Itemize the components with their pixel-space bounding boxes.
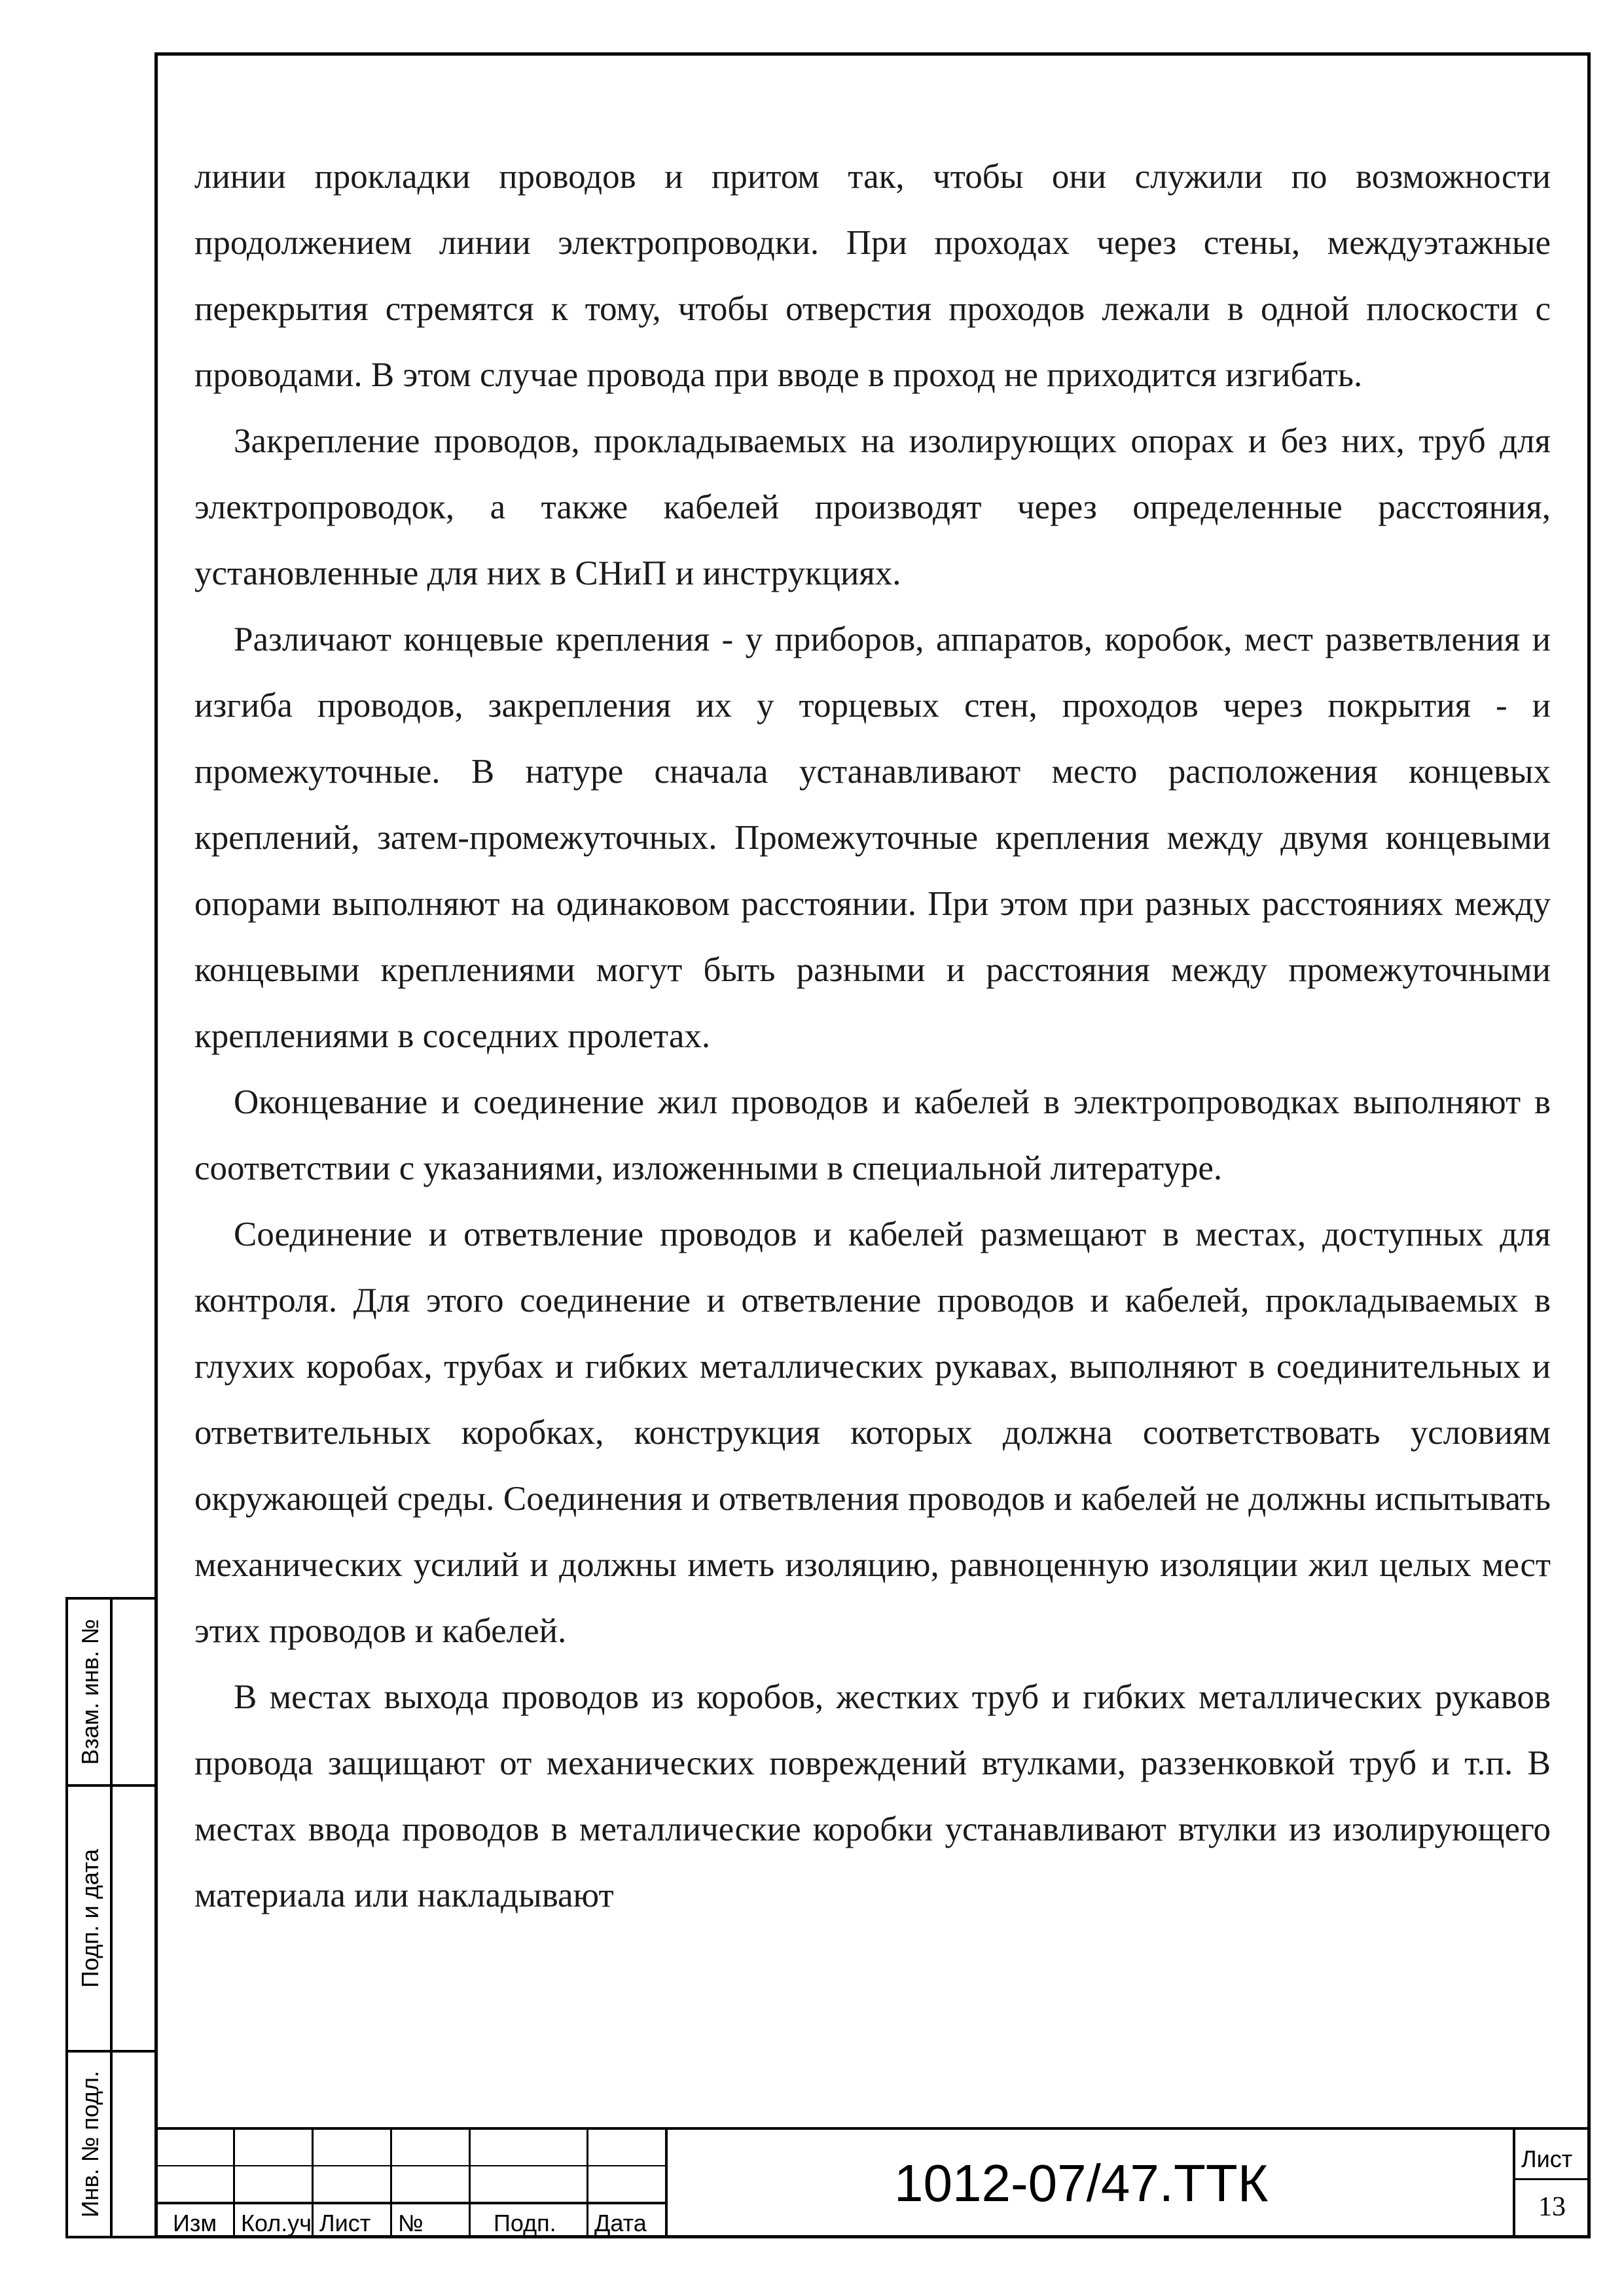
title-col-data: Дата [594,2210,647,2236]
side-label-vzam-inv: Взам. инв. № [77,1619,103,1765]
paragraph-2: Закрепление проводов, прокладываемых на изолирующих опорах и без них, труб для электропроводок, а также кабелей производят через определенные расстояния, установленные для них в СНиП и инструкциях. [194,422,1551,592]
paragraph-5: Соединение и ответвление проводов и кабелей размещают в местах, доступных для контроля. Для этого соединение и ответвление проводов и кабелей, прокладываемых в глухих коробах, трубах и гибких металлических рукавах, выполняют в соединительных и ответвительных коробках, конструкция которых должна соответствовать условиям окружающей среды. Соединения и ответвления проводов и кабелей не должны испытывать механических усилий и должны иметь изоляцию, равноценную изоляции жил целых мест этих проводов и кабелей. [194,1215,1551,1650]
side-stamp-inv-podl [65,2050,154,2238]
side-stamp-podp-data [65,1784,154,2053]
sheet-label: Лист [1521,2145,1573,2172]
sheet-number: 13 [1538,2192,1566,2222]
side-label-podp-data: Подп. и дата [77,1848,103,1988]
paragraph-4: Оконцевание и соединение жил проводов и кабелей в электропроводках выполняют в соответствии с указаниями, изложенными в специальной литературе. [194,1083,1551,1187]
title-col-podp: Подп. [494,2210,556,2236]
side-stamp-vzam-inv [65,1597,154,1787]
title-col-kol: Кол.уч [241,2210,312,2236]
paragraph-3: Различают концевые крепления - у приборов, аппаратов, коробок, мест разветвления и изгиба проводов, закрепления их у торцевых стен, проходов через покрытия - и промежуточные. В натуре сначала устанавливают место расположения концевых креплений, затем-промежуточных. Промежуточные крепления между двумя концевыми опорами выполняют на одинаковом расстоянии. При этом при разных расстояниях между концевыми креплениями могут быть разными и расстояния между промежуточными креплениями в соседних пролетах. [194,620,1551,1055]
paragraph-1: линии прокладки проводов и притом так, чтобы они служили по возможности продолжением линии электропроводки. При проходах через стены, междуэтажные перекрытия стремятся к тому, чтобы отверстия проходов лежали в одной плоскости с проводами. В этом случае провода при вводе в проход не приходится изгибать. [194,158,1551,394]
title-col-list: Лист [319,2210,371,2236]
title-col-izm: Изм [173,2210,217,2236]
document-body [194,144,1551,1929]
side-label-inv-podl: Инв. № подл. [77,2070,103,2218]
paragraph-6: В местах выхода проводов из коробов, жестких труб и гибких металлических рукавов провода защищают от механических повреждений втулками, раззенковкой труб и т.п. В местах ввода проводов в металлические коробки устанавливают втулки из изолирующего материала или накладывают [194,1678,1551,1914]
title-block [154,2127,1591,2238]
title-col-num: № [398,2210,424,2236]
document-code: 1012-07/47.ТТК [894,2154,1269,2212]
